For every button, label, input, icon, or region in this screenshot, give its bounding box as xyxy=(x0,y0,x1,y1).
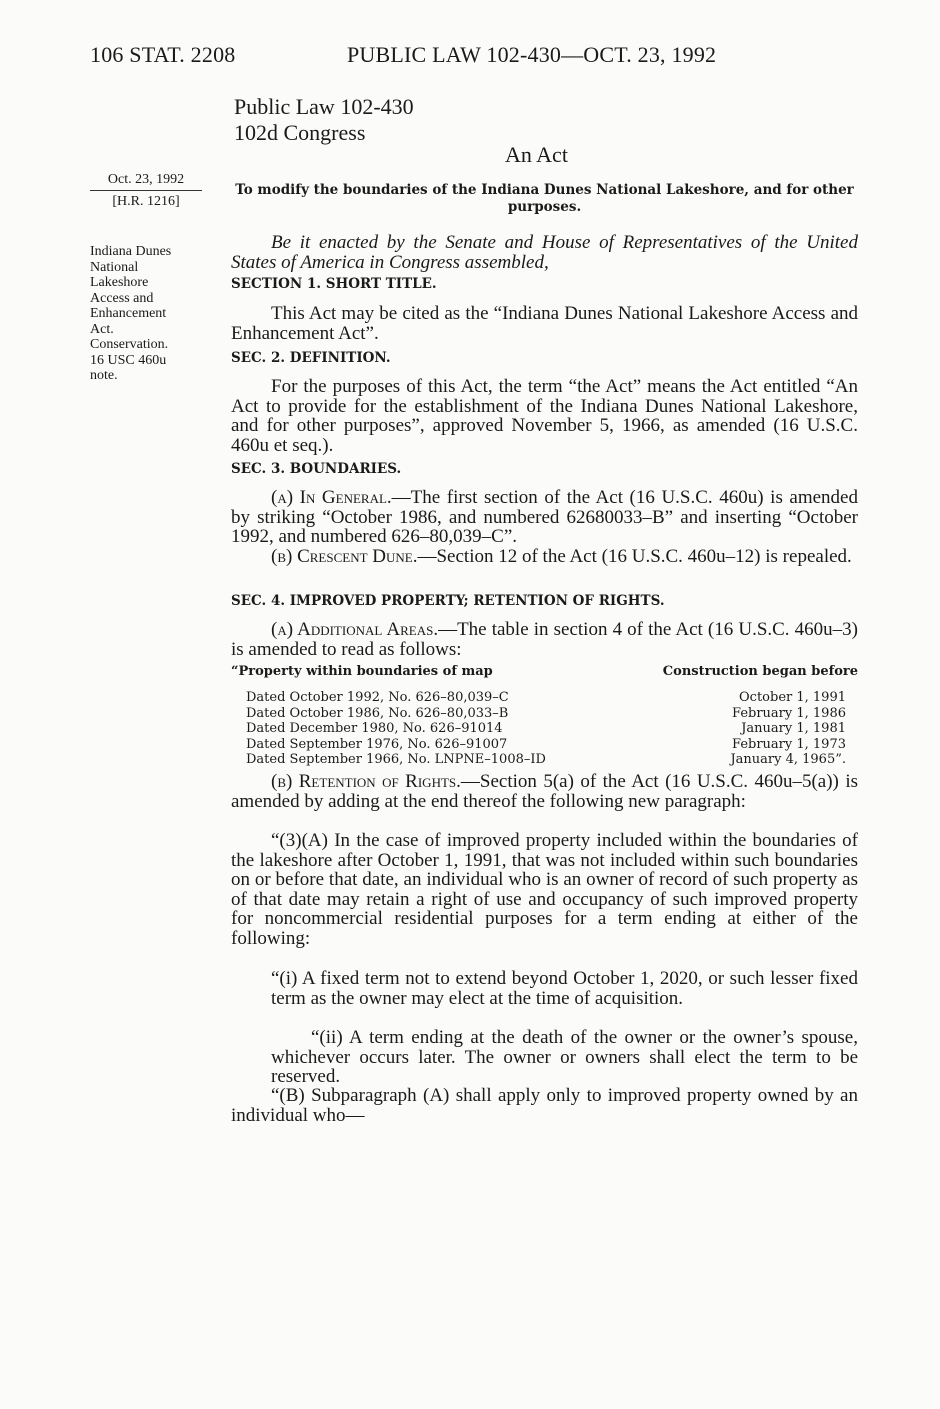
section-2-heading: SEC. 2. DEFINITION. xyxy=(231,350,391,366)
congress: 102d Congress xyxy=(234,120,366,145)
table-cell-date: January 1, 1981 xyxy=(741,721,846,736)
margin-note: Lakeshore xyxy=(90,275,149,290)
clause-ii: “(ii) A term ending at the death of the owner or the owner’s spouse, whichever occurs later. The owner or owners shall elect the term to be reserved. xyxy=(271,1027,858,1087)
table-cell-date: February 1, 1973 xyxy=(732,736,846,752)
table-cell-map: Dated December 1980, No. 626–91014 xyxy=(246,721,503,736)
section-4a xyxy=(231,620,858,659)
section-4-heading: SEC. 4. IMPROVED PROPERTY; RETENTION OF RIGHTS. xyxy=(231,593,665,609)
section-4b xyxy=(231,772,858,811)
section-1-heading: SECTION 1. SHORT TITLE. xyxy=(231,276,437,292)
page-reference: 106 STAT. 2208 xyxy=(90,42,236,67)
table-cell-map: Dated September 1966, No. LNPNE–1008–ID xyxy=(246,752,546,767)
paragraph-3a: “(3)(A) In the case of improved property included within the boundaries of the lakeshore after October 1, 1991, that was not included within such boundaries on or before that date, an individual who is an owner of record of such property as of that date may retain a right of use and occupancy of such improved property for noncommercial residential purposes for a term ending at either of the following: xyxy=(231,830,858,949)
table-row xyxy=(231,737,858,753)
margin-note: Conservation. xyxy=(90,337,169,352)
table-cell-date: January 4, 1965”. xyxy=(730,752,846,767)
margin-note: Access and xyxy=(90,290,154,306)
table-header-construction: Construction began before xyxy=(662,664,858,679)
section-3b xyxy=(231,547,858,567)
table-row xyxy=(231,706,858,722)
margin-note: Indiana Dunes xyxy=(90,244,172,259)
running-title: PUBLIC LAW 102-430—OCT. 23, 1992 xyxy=(347,42,717,67)
title-block xyxy=(234,94,414,146)
enactment-date: Oct. 23, 1992 xyxy=(90,172,202,191)
margin-notes xyxy=(90,244,210,384)
purpose-statement: To modify the boundaries of the Indiana Dunes National Lakeshore, and for other purposes. xyxy=(235,182,854,215)
table-cell-date: February 1, 1986 xyxy=(732,705,846,721)
subparagraph-b: “(B) Subparagraph (A) shall apply only to improved property owned by an individual who— xyxy=(231,1085,858,1126)
margin-note: 16 USC 460u xyxy=(90,352,167,368)
table-header xyxy=(231,664,858,684)
table-cell-date: October 1, 1991 xyxy=(739,690,846,705)
law-number: Public Law 102-430 xyxy=(234,94,414,119)
table-cell-map: Dated September 1976, No. 626–91007 xyxy=(246,736,508,752)
section-3a-text: —The first section of the Act (16 U.S.C. 460u) is amended by striking “October 1986, and numbered 62680033–B” and inserting “October 1992, and numbered 626–80,039–C”. xyxy=(231,487,858,547)
section-3b-label: (b) Crescent Dune. xyxy=(271,546,418,567)
margin-note: Enhancement xyxy=(90,306,167,321)
bill-number: [H.R. 1216] xyxy=(112,193,180,209)
table-cell-map: Dated October 1986, No. 626–80,033–B xyxy=(246,705,509,721)
property-table xyxy=(231,664,858,768)
section-1-text: This Act may be cited as the “Indiana Dunes National Lakeshore Access and Enhancement Act”. xyxy=(231,303,858,344)
section-4a-label: (a) Additional Areas. xyxy=(271,619,439,640)
table-row xyxy=(231,690,858,706)
clause-i xyxy=(231,969,858,1008)
enacting-clause: Be it enacted by the Senate and House of Representatives of the United States of America in Congress assembled, xyxy=(231,232,858,273)
section-3-heading: SEC. 3. BOUNDARIES. xyxy=(231,461,402,477)
section-3a-label: (a) In General. xyxy=(271,487,392,508)
section-2-text: For the purposes of this Act, the term “the Act” means the Act entitled “An Act to provide for the establishment of the Indiana Dunes National Lakeshore, and for other purposes”, approved November 5, 1966, as amended (16 U.S.C. 460u et seq.). xyxy=(231,376,858,456)
table-header-property: “Property within boundaries of map xyxy=(231,664,493,679)
section-4b-label: (b) Retention of Rights. xyxy=(271,771,461,792)
section-3b-text: —Section 12 of the Act (16 U.S.C. 460u–12) is repealed. xyxy=(417,546,852,567)
table-row xyxy=(231,721,858,737)
table-body xyxy=(231,690,858,768)
section-3a xyxy=(231,488,858,547)
margin-note: note. xyxy=(90,368,118,383)
clause-i-text: “(i) A fixed term not to extend beyond October 1, 2020, or such lesser fixed term as the owner may elect at the time of acquisition. xyxy=(271,968,858,1009)
margin-note: National xyxy=(90,259,139,275)
table-row xyxy=(231,752,858,768)
section-4a-text: —The table in section 4 of the Act (16 U.S.C. 460u–3) is amended to read as follows: xyxy=(231,619,858,660)
table-cell-map: Dated October 1992, No. 626–80,039–C xyxy=(246,690,509,705)
act-heading: An Act xyxy=(505,142,568,167)
section-4b-text: —Section 5(a) of the Act (16 U.S.C. 460u–5(a)) is amended by adding at the end thereof the following new paragraph: xyxy=(231,771,858,812)
margin-note: Act. xyxy=(90,321,114,337)
date-box xyxy=(90,172,202,209)
